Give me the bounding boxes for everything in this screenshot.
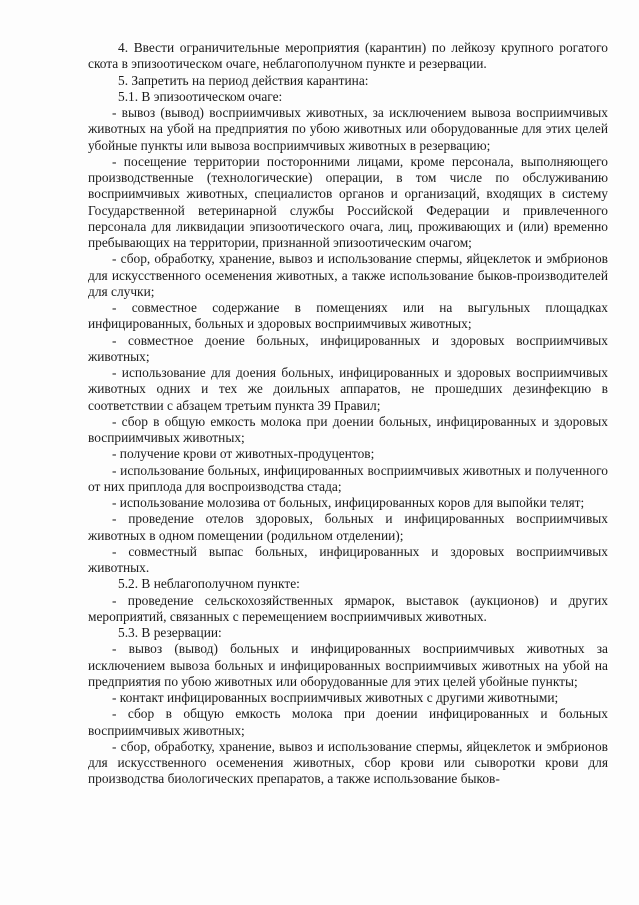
paragraph-item-5: 5. Запретить на период действия карантина: (118, 72, 369, 88)
subheading-5-1: 5.1. В эпизоотическом очаге: (118, 88, 283, 104)
list-item: - вывоз (вывод) восприимчивых животных, за исключением вывоза восприимчивых животных на убой на предприятия по убою животных или оборудованные для этих целей убойные пункты или вывоза восприимчивых животных в резервацию; (88, 105, 608, 153)
list-item: - посещение территории посторонними лицами, кроме персонала, выполняющего производственные (технологические) операции, в том числе по обслуживанию восприимчивых животных, специалистов органов и организаций, входящих в систему Государственной ветеринарной службы Российской Федерации и привлеченного персонала для ликвидации эпизоотического очага, лиц, проживающих и (или) временно пребывающих на территории, признанной эпизоотическим очагом; (88, 153, 608, 250)
list-item: - вывоз (вывод) больных и инфицированных восприимчивых животных за исключением вывоза больных и инфицированных восприимчивых животных на убой на предприятия по убою животных или оборудованные для этих целей убойные пункты; (88, 641, 608, 689)
list-item: - сбор, обработку, хранение, вывоз и использование спермы, яйцеклеток и эмбрионов для искусственного осеменения животных, а также использование быков-производителей для случки; (88, 251, 608, 299)
list-item: - совместный выпас больных, инфицированных и здоровых восприимчивых животных. (88, 543, 608, 575)
list-item: - совместное доение больных, инфицированных и здоровых восприимчивых животных; (88, 332, 608, 364)
subheading-5-2: 5.2. В неблагополучном пункте: (118, 576, 300, 592)
list-item: - проведение отелов здоровых, больных и инфицированных восприимчивых животных в одном помещении (родильном отделении); (88, 511, 608, 543)
list-item: - использование для доения больных, инфицированных и здоровых восприимчивых животных одних и тех же доильных аппаратов, не прошедших дезинфекцию в соответствии с абзацем третьим пункта 39 Правил; (88, 365, 608, 413)
document-body (88, 40, 608, 788)
list-item: - сбор в общую емкость молока при доении больных, инфицированных и здоровых восприимчивых животных; (88, 413, 608, 445)
paragraph-item-4: 4. Ввести ограничительные мероприятия (карантин) по лейкозу крупного рогатого скота в эпизоотическом очаге, неблагополучном пункте и резервации. (88, 40, 608, 72)
list-item: - проведение сельскохозяйственных ярмарок, выставок (аукционов) и других мероприятий, связанных с перемещением восприимчивых животных. (88, 592, 608, 624)
subheading-5-3: 5.3. В резервации: (118, 625, 222, 640)
list-item: - получение крови от животных-продуцентов; (112, 446, 375, 462)
list-item: - использование больных, инфицированных восприимчивых животных и полученного от них приплода для воспроизводства стада; (88, 462, 608, 494)
list-item: - использование молозива от больных, инфицированных коров для выпойки телят; (112, 495, 585, 510)
list-item: - контакт инфицированных восприимчивых животных с другими животными; (112, 690, 559, 705)
list-item: - сбор в общую емкость молока при доении инфицированных и больных восприимчивых животных; (88, 706, 608, 738)
list-item: - сбор, обработку, хранение, вывоз и использование спермы, яйцеклеток и эмбрионов для искусственного осеменения животных, сбор крови или сыворотки крови для производства биологических препаратов, а также использование быков- (88, 738, 608, 787)
list-item: - совместное содержание в помещениях или на выгульных площадках инфицированных, больных и здоровых восприимчивых животных; (88, 300, 608, 332)
